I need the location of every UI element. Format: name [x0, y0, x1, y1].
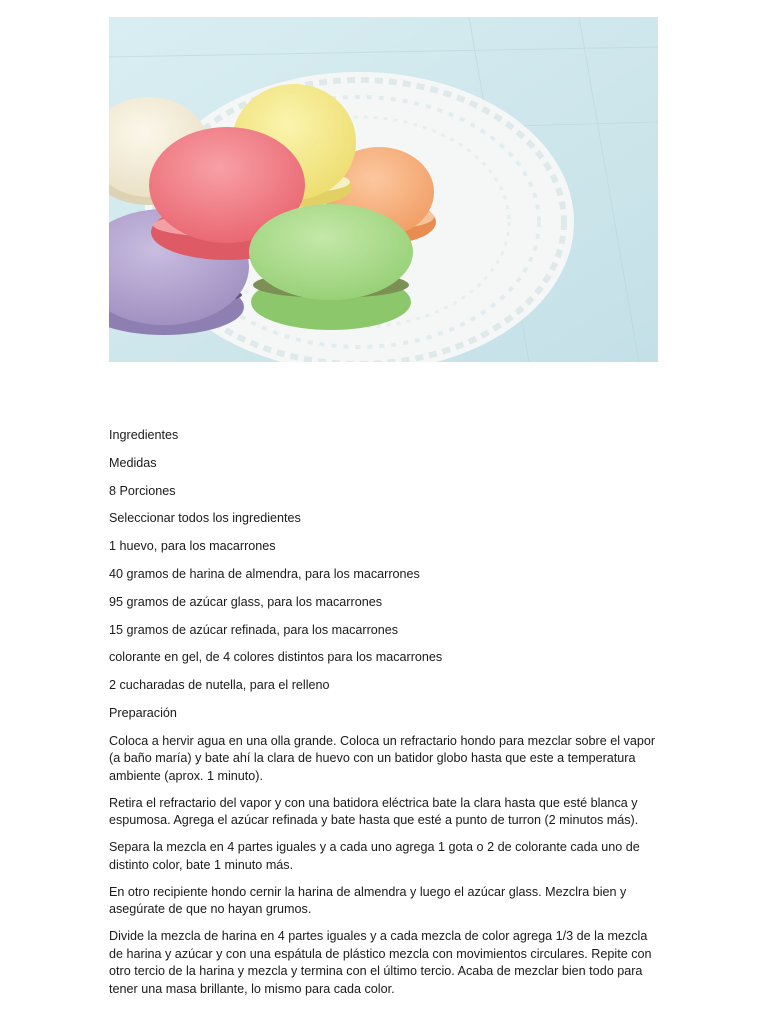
ingredient-item: 40 gramos de harina de almendra, para los macarrones	[109, 566, 420, 581]
preparation-step: Separa la mezcla en 4 partes iguales y a cada uno agrega 1 gota o 2 de colorante cada uno de distinto color, bate 1 minuto más.	[109, 840, 640, 872]
ingredient-item: 2 cucharadas de nutella, para el relleno	[109, 678, 330, 693]
ingredient-item: 15 gramos de azúcar refinada, para los macarrones	[109, 622, 399, 637]
recipe-text	[109, 427, 661, 1008]
preparation-step: Coloca a hervir agua en una olla grande. Coloca un refractario hondo para mezclar sobre el vapor (a baño maría) y bate ahí la clara de huevo con un batidor globo hasta que este a temperatura ambiente (aprox. 1 minuto).	[109, 733, 656, 783]
label-porciones: 8 Porciones	[109, 483, 176, 498]
preparation-step: En otro recipiente hondo cernir la harina de almendra y luego el azúcar glass. Mezclra bien y asegúrate de que no hayan grumos.	[109, 884, 627, 917]
section-heading-preparacion: Preparación	[109, 705, 177, 720]
section-heading-ingredientes: Ingredientes	[109, 428, 179, 442]
macarons-photo	[109, 17, 658, 362]
ingredient-item: 95 gramos de azúcar glass, para los macarrones	[109, 594, 382, 609]
preparation-step: Retira el refractario del vapor y con una batidora eléctrica bate la clara hasta que esté blanca y espumosa. Agrega el azúcar refinada y bate hasta que esté a punto de turron (2 minutos más).	[109, 795, 639, 828]
label-medidas: Medidas	[109, 455, 157, 470]
label-select-all: Seleccionar todos los ingredientes	[109, 511, 301, 526]
preparation-step: Divide la mezcla de harina en 4 partes iguales y a cada mezcla de color agrega 1/3 de la mezcla de harina y azúcar y con una espátula de plástico mezcla con movimientos circulares. Repite con otro tercio de la harina y mezcla y termina con el último tercio. Acaba de mezclar bien todo para tener una masa brillante, lo mismo para cada color.	[109, 929, 652, 996]
ingredient-item: 1 huevo, para los macarrones	[109, 539, 276, 554]
ingredient-item: colorante en gel, de 4 colores distintos para los macarrones	[109, 650, 443, 665]
